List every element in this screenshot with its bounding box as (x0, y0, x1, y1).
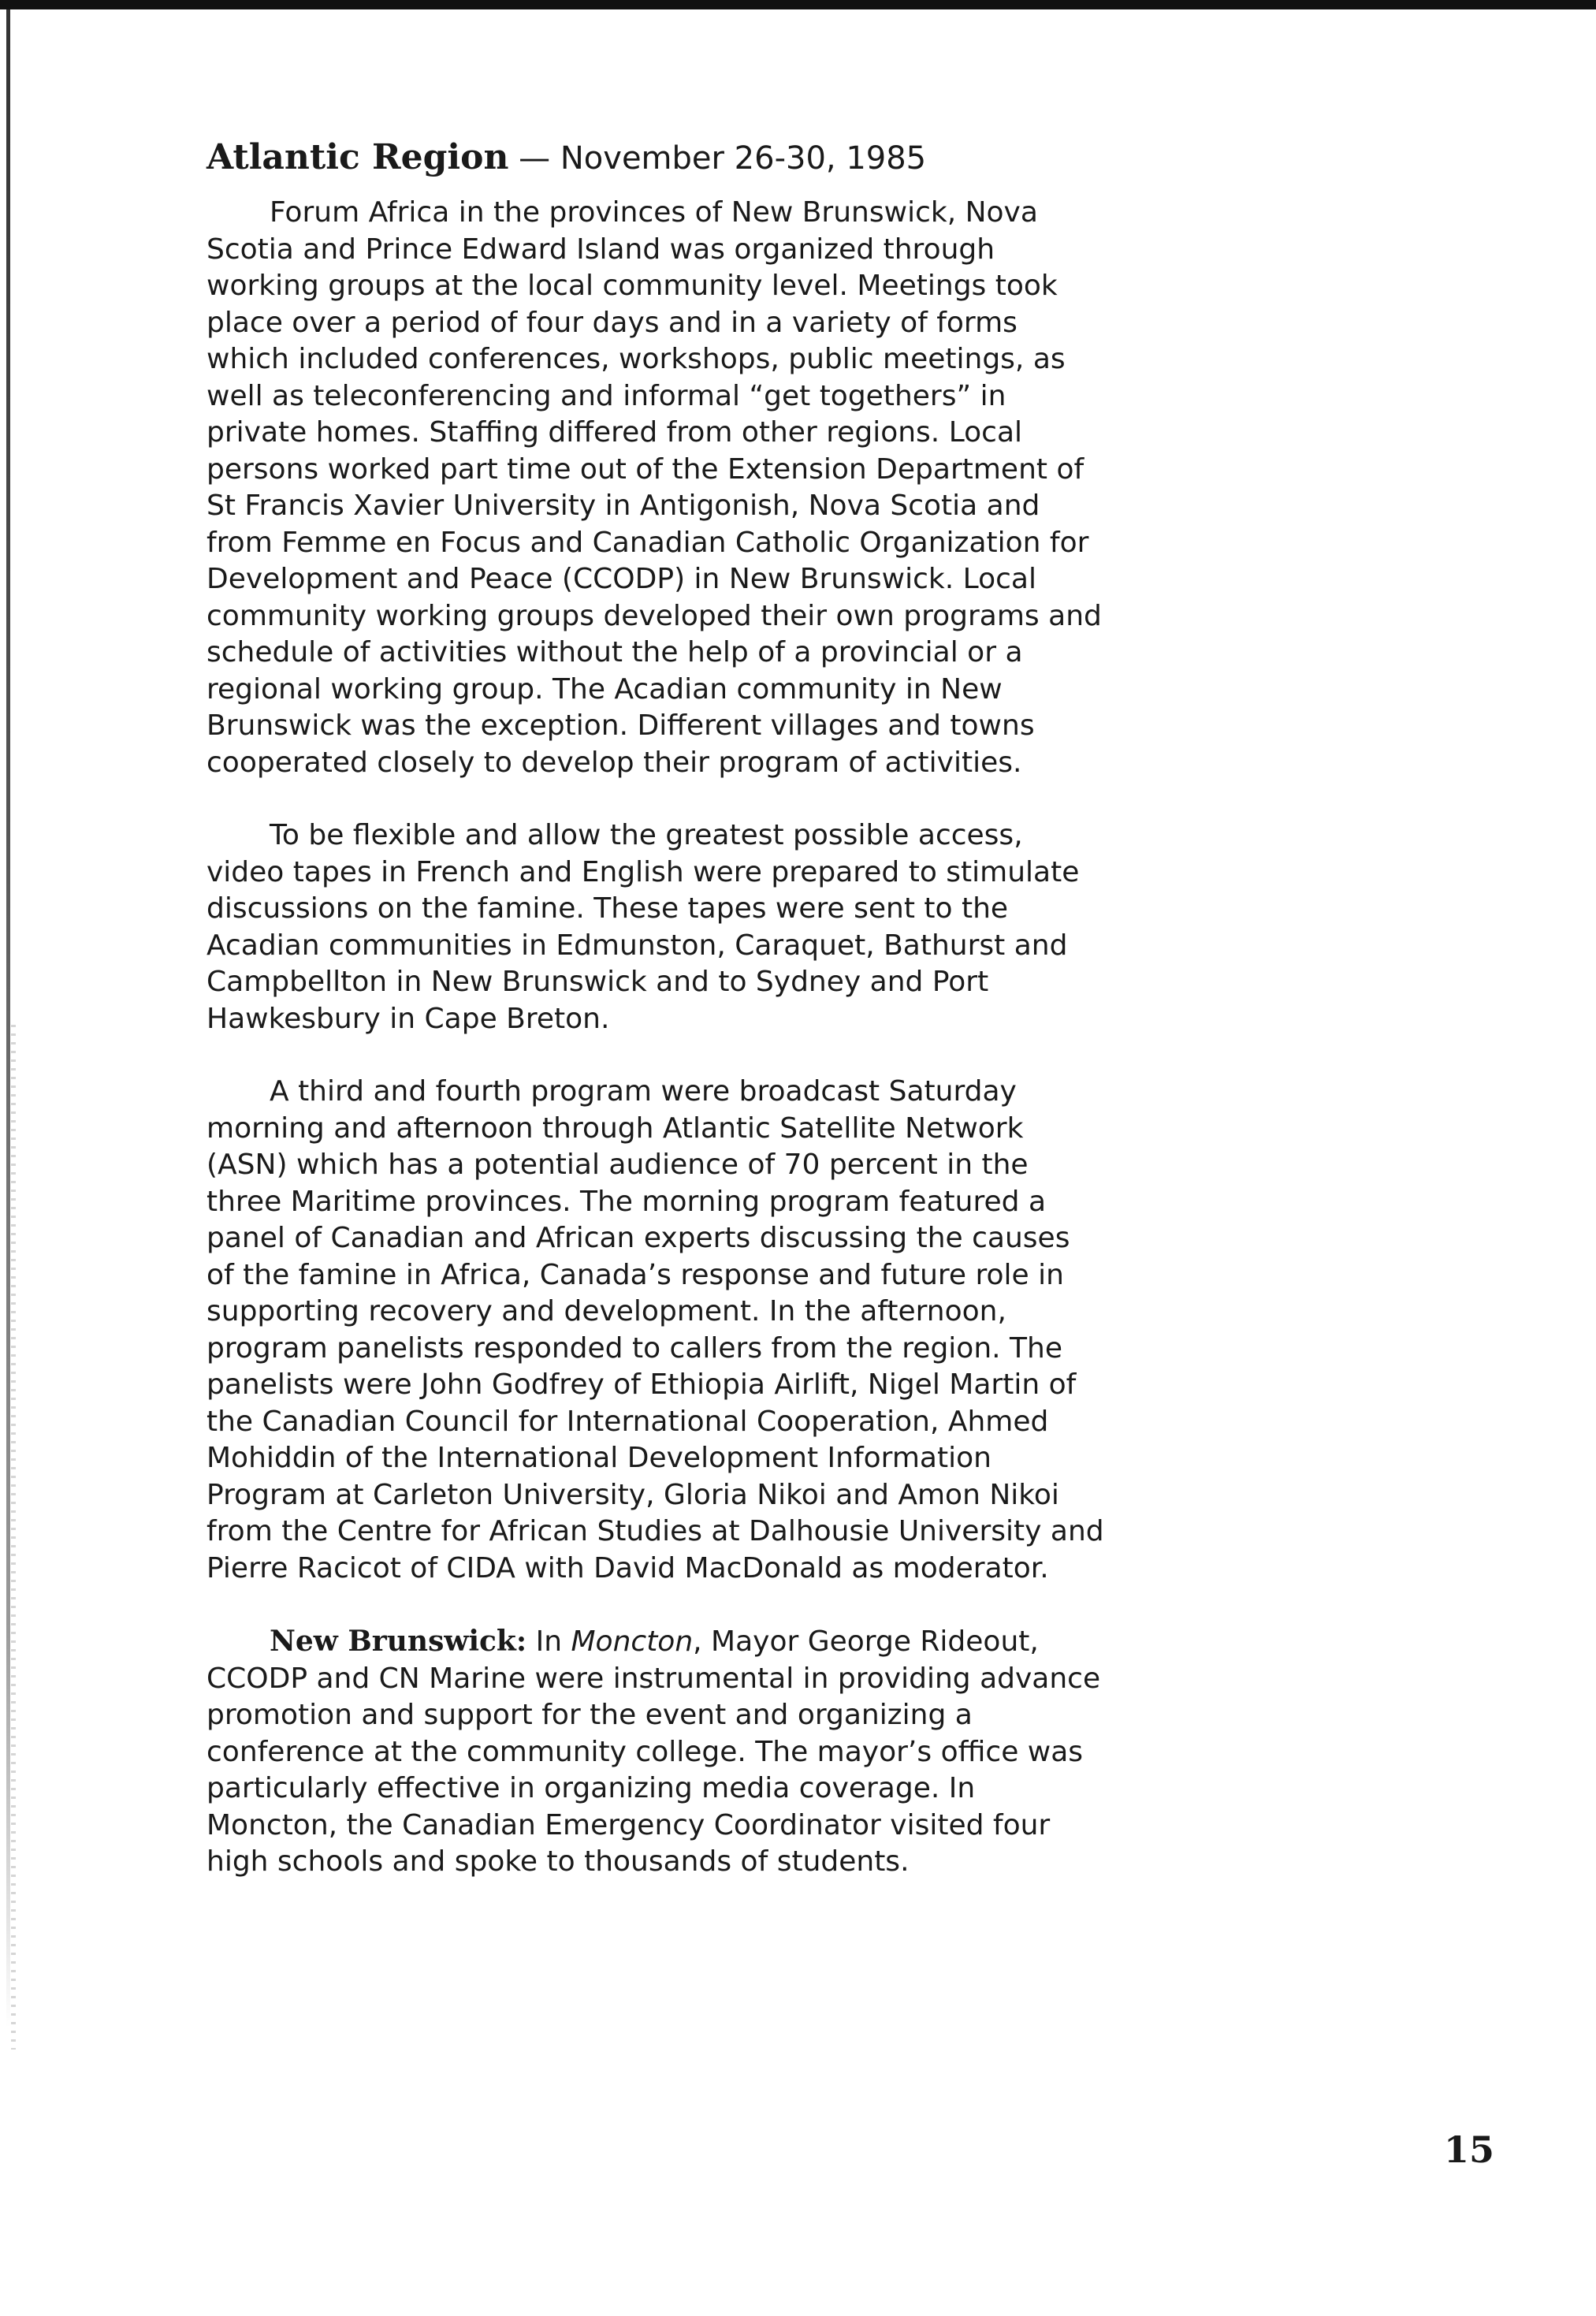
section-separator: — (508, 140, 560, 177)
page-number: 15 (1444, 2128, 1495, 2171)
section-heading (206, 132, 1105, 184)
left-scan-edge (6, 9, 10, 2027)
paragraph-new-brunswick (206, 1623, 1105, 1881)
paragraph-overview: Forum Africa in the provinces of New Brunswick, Nova Scotia and Prince Edward Island was organized through working groups at the local community level. Meetings took place over a period of four days and in a variety of forms which included conferences, workshops, public meetings, as well as teleconferencing and informal “get togethers” in private homes. Staffing differed from other regions. Local persons worked part time out of the Extension Department of St Francis Xavier University in Antigonish, Nova Scotia and from Femme en Focus and Canadian Catholic Organization for Development and Peace (CCODP) in New Brunswick. Local community working groups developed their own programs and schedule of activities without the help of a provincial or a regional working group. The Acadian community in New Brunswick was the exception. Different villages and towns cooperated closely to develop their program of activities. (206, 196, 1102, 779)
paragraph-broadcast: A third and fourth program were broadcast Saturday morning and afternoon through Atlantic Satellite Network (ASN) which has a potential audience of 70 percent in the three Maritime provinces. The morning program featured a panel of Canadian and African experts discussing the causes of the famine in Africa, Canada’s response and future role in supporting recovery and development. In the afternoon, program panelists responded to callers from the region. The panelists were John Godfrey of Ethiopia Airlift, Nigel Martin of the Canadian Council for International Cooperation, Ahmed Mohiddin of the International Development Information Program at Carleton University, Gloria Nikoi and Amon Nikoi from the Centre for African Studies at Dalhousie University and Pierre Racicot of CIDA with David MacDonald as moderator. (206, 1075, 1104, 1584)
new-brunswick-text-1: In (526, 1625, 571, 1658)
new-brunswick-text-2: , Mayor George Rideout, CCODP and CN Marine were instrumental in providing advance promotion and support for the event and organizing a conference at the community college. The mayor’s office was particularly effective in organizing media coverage. In Moncton, the Canadian Emergency Coordinator visited four high schools and spoke to thousands of students. (206, 1625, 1101, 1878)
new-brunswick-place: Moncton (571, 1625, 694, 1658)
new-brunswick-lead: New Brunswick: (270, 1625, 527, 1658)
left-scan-speckle (11, 1025, 16, 2050)
page-body (206, 132, 1105, 1917)
section-region: Atlantic Region (206, 137, 509, 177)
paragraph-video-tapes: To be flexible and allow the greatest possible access, video tapes in French and English were prepared to stimulate discussions on the famine. These tapes were sent to the Acadian communities in Edmunston, Caraquet, Bathurst and Campbellton in New Brunswick and to Sydney and Port Hawkesbury in Cape Breton. (206, 819, 1080, 1035)
section-date: November 26-30, 1985 (560, 140, 927, 177)
top-border-rule (0, 0, 1596, 9)
